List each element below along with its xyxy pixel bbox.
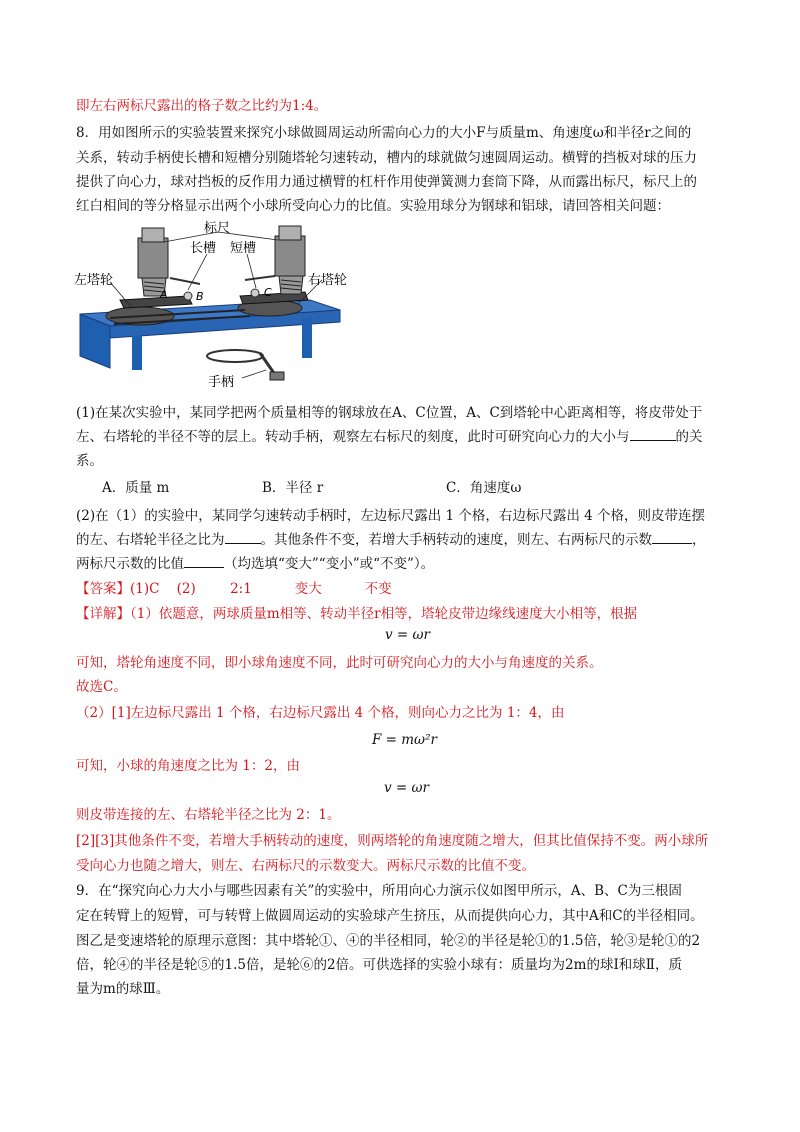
question-9-line: 倍，轮④的半径是轮⑤的1.5倍，是轮⑥的2倍。可供选择的实验小球有：质量均为2m的球Ⅰ和球Ⅱ，质 (76, 957, 682, 973)
label-right-tower: 右塔轮 (308, 273, 348, 288)
formula-3: v = ωr (384, 780, 429, 796)
question-9-line: 量为m的球Ⅲ。 (76, 981, 170, 997)
part-2-text: 两标尺示数的比值 (76, 556, 184, 572)
part-1-text: 的关 (675, 429, 703, 445)
detail-line: 【详解】（1）依题意，两球质量m相等、转动半径r相等，塔轮皮带边缘线速度大小相等，根据 (76, 606, 638, 622)
part-2-text: ， (692, 532, 706, 548)
question-8-line: 红白相间的等分格显示出两个小球所受向心力的比值。实验用球分为钢球和铝球，请回答相关问题： (76, 198, 670, 214)
detail-line: 故选C。 (76, 679, 127, 695)
part-2-text: 的左、右塔轮半径之比为 (76, 532, 225, 548)
label-a: A (160, 288, 168, 301)
question-8-line: 提供了向心力，球对挡板的反作用力通过横臂的杠杆作用使弹簧测力套筒下降，从而露出标尺，标尺上的 (76, 174, 697, 190)
part-1-line (76, 428, 703, 446)
formula-2: F = mω²r (372, 732, 437, 748)
part-2-line (76, 531, 706, 549)
option-b: B．半径 r (262, 480, 324, 496)
label-b: B (196, 290, 204, 303)
question-9-line: 9．在“探究向心力大小与哪些因素有关”的实验中，所用向心力演示仪如图甲所示，A、B、C为三根固 (76, 883, 682, 899)
part-1-line: 系。 (76, 453, 103, 469)
label-long-slot: 长槽 (190, 241, 217, 256)
answer-blank (184, 555, 224, 568)
detail-line: 可知，塔轮角速度不同，即小球角速度不同，此时可研究向心力的大小与角速度的关系。 (76, 655, 603, 671)
option-c: C．角速度ω (446, 480, 522, 496)
question-9-line: 图乙是变速塔轮的原理示意图：其中塔轮①、④的半径相同，轮②的半径是轮①的1.5倍，轮③是轮①的2 (76, 933, 701, 949)
question-9-line: 定在转臂上的短臂，可与转臂上做圆周运动的实验球产生挤压，从而提供向心力，其中A和C的半径相同。 (76, 908, 704, 924)
part-2-line: (2)在（1）的实验中，某同学匀速转动手柄时，左边标尺露出 1 个格，右边标尺露出 4 个格，则皮带连摆 (76, 508, 706, 524)
label-ruler: 标尺 (204, 221, 231, 236)
question-8-line: 8．用如图所示的实验装置来探究小球做圆周运动所需向心力的大小F与质量m、角速度ω和半径r之间的 (76, 125, 692, 141)
option-a: A．质量 m (102, 480, 170, 496)
answer-line: 【答案】(1)C (2) 2:1 变大 不变 (76, 581, 392, 597)
formula-1: v = ωr (385, 627, 430, 643)
part-1-line: (1)在某次实验中，某同学把两个质量相等的钢球放在A、C位置，A、C到塔轮中心距离相等，将皮带处于 (76, 405, 703, 421)
question-8-line: 关系，转动手柄使长槽和短槽分别随塔轮匀速转动，槽内的球就做匀速圆周运动。横臂的挡板对球的压力 (76, 150, 697, 166)
answer-blank (630, 428, 676, 441)
part-2-line (76, 555, 434, 573)
answer-blank (225, 531, 261, 544)
part-2-text: （均选填“变大”“变小”或“不变”）。 (224, 556, 435, 572)
label-left-tower: 左塔轮 (74, 273, 114, 288)
apparatus-figure (70, 218, 360, 398)
detail-line: （2）[1]左边标尺露出 1 个格，右边标尺露出 4 个格，则向心力之比为 1：4，由 (76, 705, 565, 721)
text-line: 即左右两标尺露出的格子数之比约为1:4。 (76, 98, 328, 114)
detail-line: 则皮带连接的左、右塔轮半径之比为 2：1。 (76, 807, 341, 823)
label-short-slot: 短槽 (230, 241, 257, 256)
detail-line: 受向心力也随之增大，则左、右两标尺的示数变大。两标尺示数的比值不变。 (76, 858, 535, 874)
label-c: C (264, 286, 272, 299)
label-handle: 手柄 (208, 375, 235, 390)
detail-line: [2][3]其他条件不变，若增大手柄转动的速度，则两塔轮的角速度随之增大，但其比值保持不变。两小球所 (76, 833, 709, 849)
part-1-text: 左、右塔轮的半径不等的层上。转动手柄，观察左右标尺的刻度，此时可研究向心力的大小与 (76, 429, 630, 445)
detail-line: 可知，小球的角速度之比为 1：2，由 (76, 758, 300, 774)
answer-blank (652, 531, 692, 544)
part-2-text: 。其他条件不变，若增大手柄转动的速度，则左、右两标尺的示数 (260, 532, 652, 548)
